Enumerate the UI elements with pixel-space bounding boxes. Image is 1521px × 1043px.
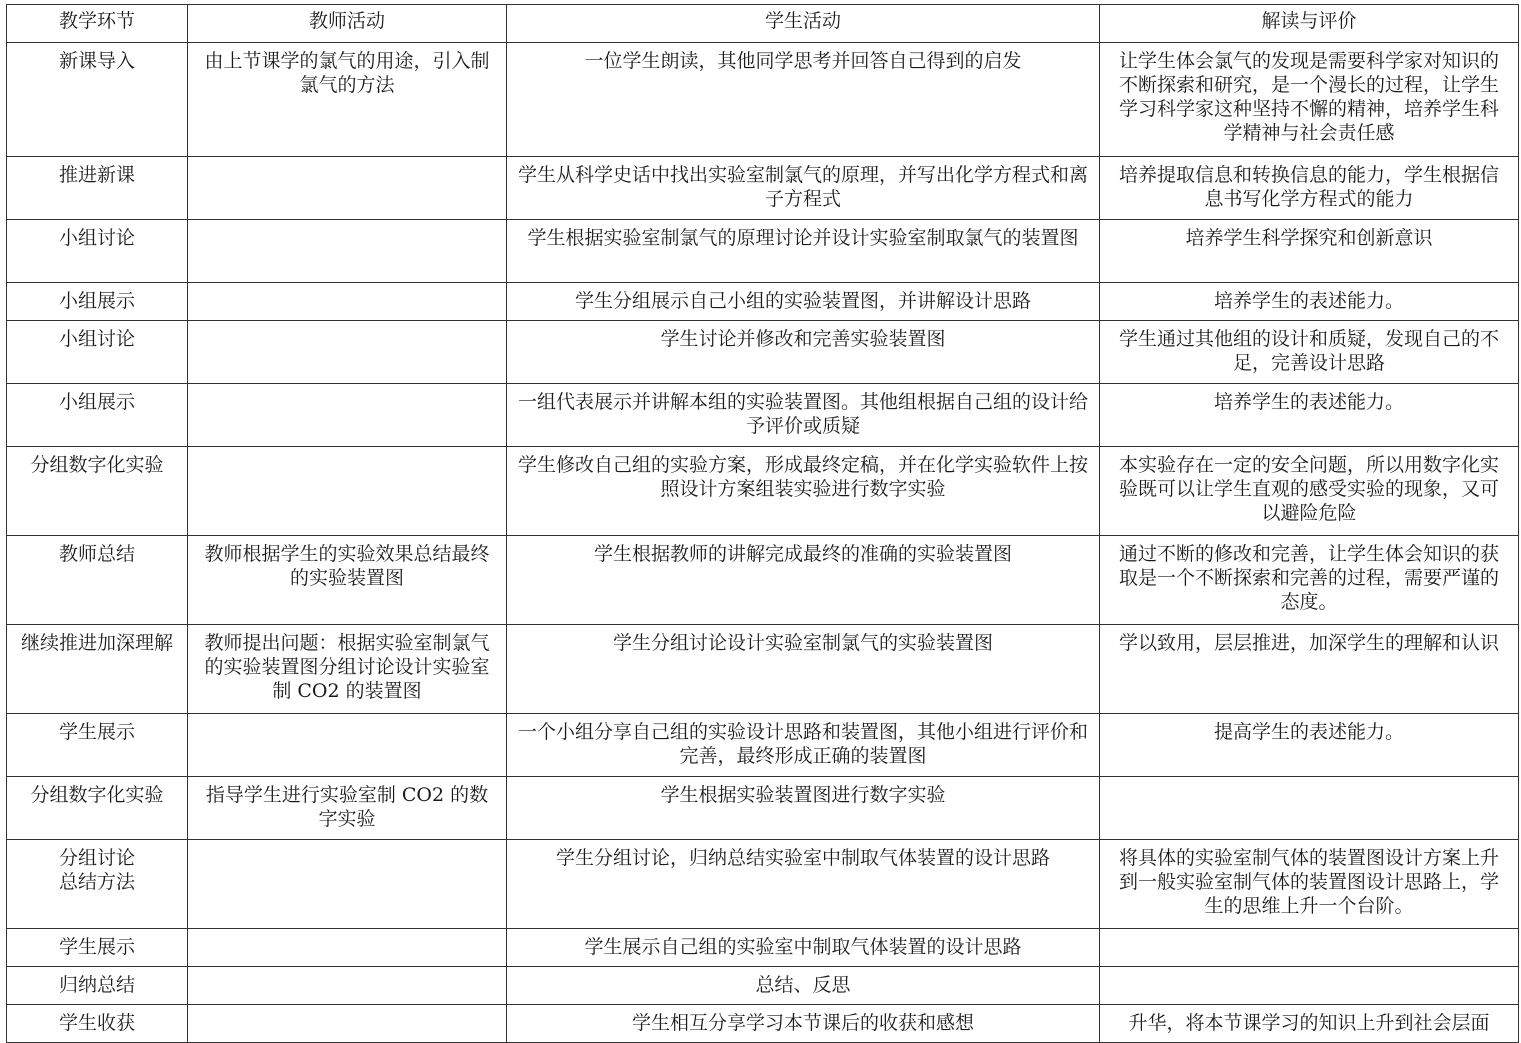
cell-student-activity: 学生根据实验装置图进行数字实验 [507, 777, 1100, 840]
table-row [7, 220, 1519, 283]
cell-interpretation: 将具体的实验室制气体的装置图设计方案上升到一般实验室制气体的装置图设计思路上，学生的思维上升一个台阶。 [1100, 840, 1519, 929]
cell-teacher-activity [188, 321, 507, 384]
cell-interpretation: 培养学生科学探究和创新意识 [1100, 220, 1519, 283]
table-row [7, 283, 1519, 321]
cell-student-activity: 学生从科学史话中找出实验室制氯气的原理，并写出化学方程式和离子方程式 [507, 157, 1100, 220]
header-interpretation: 解读与评价 [1100, 5, 1519, 43]
cell-student-activity: 学生根据实验室制氯气的原理讨论并设计实验室制取氯气的装置图 [507, 220, 1100, 283]
table-row [7, 536, 1519, 625]
cell-teaching-stage: 小组讨论 [7, 220, 188, 283]
cell-teaching-stage: 分组数字化实验 [7, 447, 188, 536]
cell-teacher-activity [188, 967, 507, 1005]
table-row [7, 840, 1519, 929]
cell-teacher-activity [188, 447, 507, 536]
cell-teacher-activity [188, 929, 507, 967]
cell-teacher-activity [188, 1005, 507, 1043]
cell-teaching-stage: 新课导入 [7, 43, 188, 157]
cell-interpretation: 本实验存在一定的安全问题，所以用数字化实验既可以让学生直观的感受实验的现象，又可以避险危险 [1100, 447, 1519, 536]
header-teaching-stage: 教学环节 [7, 5, 188, 43]
cell-interpretation: 学生通过其他组的设计和质疑，发现自己的不足，完善设计思路 [1100, 321, 1519, 384]
cell-teacher-activity [188, 714, 507, 777]
table-row [7, 625, 1519, 714]
cell-interpretation: 培养学生的表述能力。 [1100, 283, 1519, 321]
cell-interpretation: 升华，将本节课学习的知识上升到社会层面 [1100, 1005, 1519, 1043]
cell-teaching-stage: 分组讨论 总结方法 [7, 840, 188, 929]
cell-student-activity: 学生分组讨论设计实验室制氯气的实验装置图 [507, 625, 1100, 714]
cell-interpretation: 学以致用，层层推进，加深学生的理解和认识 [1100, 625, 1519, 714]
cell-student-activity: 学生分组讨论，归纳总结实验室中制取气体装置的设计思路 [507, 840, 1100, 929]
cell-student-activity: 一个小组分享自己组的实验设计思路和装置图，其他小组进行评价和完善，最终形成正确的装置图 [507, 714, 1100, 777]
lesson-plan-table [6, 4, 1519, 1043]
cell-teaching-stage: 学生展示 [7, 929, 188, 967]
cell-teacher-activity [188, 384, 507, 447]
table-row [7, 384, 1519, 447]
table-row [7, 321, 1519, 384]
header-student-activity: 学生活动 [507, 5, 1100, 43]
cell-interpretation [1100, 929, 1519, 967]
cell-interpretation: 通过不断的修改和完善，让学生体会知识的获取是一个不断探索和完善的过程，需要严谨的态度。 [1100, 536, 1519, 625]
cell-teaching-stage: 分组数字化实验 [7, 777, 188, 840]
table-row [7, 929, 1519, 967]
cell-student-activity: 总结、反思 [507, 967, 1100, 1005]
cell-student-activity: 学生根据教师的讲解完成最终的准确的实验装置图 [507, 536, 1100, 625]
cell-student-activity: 学生相互分享学习本节课后的收获和感想 [507, 1005, 1100, 1043]
table-body [7, 43, 1519, 1043]
cell-interpretation: 培养学生的表述能力。 [1100, 384, 1519, 447]
cell-teaching-stage: 学生收获 [7, 1005, 188, 1043]
cell-student-activity: 一位学生朗读，其他同学思考并回答自己得到的启发 [507, 43, 1100, 157]
cell-interpretation [1100, 967, 1519, 1005]
cell-teaching-stage: 教师总结 [7, 536, 188, 625]
cell-teacher-activity [188, 220, 507, 283]
cell-teacher-activity [188, 283, 507, 321]
cell-teaching-stage: 小组讨论 [7, 321, 188, 384]
table-row [7, 43, 1519, 157]
cell-interpretation: 让学生体会氯气的发现是需要科学家对知识的不断探索和研究，是一个漫长的过程，让学生学习科学家这种坚持不懈的精神，培养学生科学精神与社会责任感 [1100, 43, 1519, 157]
cell-teaching-stage: 归纳总结 [7, 967, 188, 1005]
cell-teacher-activity: 教师根据学生的实验效果总结最终的实验装置图 [188, 536, 507, 625]
cell-teacher-activity: 由上节课学的氯气的用途，引入制氯气的方法 [188, 43, 507, 157]
cell-teaching-stage: 小组展示 [7, 384, 188, 447]
cell-interpretation: 提高学生的表述能力。 [1100, 714, 1519, 777]
cell-interpretation [1100, 777, 1519, 840]
table-row [7, 157, 1519, 220]
cell-student-activity: 学生展示自己组的实验室中制取气体装置的设计思路 [507, 929, 1100, 967]
cell-teaching-stage: 学生展示 [7, 714, 188, 777]
cell-teacher-activity: 教师提出问题：根据实验室制氯气的实验装置图分组讨论设计实验室制 CO2 的装置图 [188, 625, 507, 714]
cell-teaching-stage: 推进新课 [7, 157, 188, 220]
table-row [7, 777, 1519, 840]
table-row [7, 967, 1519, 1005]
cell-student-activity: 一组代表展示并讲解本组的实验装置图。其他组根据自己组的设计给予评价或质疑 [507, 384, 1100, 447]
table-row [7, 447, 1519, 536]
cell-student-activity: 学生分组展示自己小组的实验装置图，并讲解设计思路 [507, 283, 1100, 321]
cell-teaching-stage: 继续推进加深理解 [7, 625, 188, 714]
cell-teacher-activity: 指导学生进行实验室制 CO2 的数字实验 [188, 777, 507, 840]
cell-teacher-activity [188, 157, 507, 220]
cell-student-activity: 学生修改自己组的实验方案，形成最终定稿，并在化学实验软件上按照设计方案组装实验进行数字实验 [507, 447, 1100, 536]
table-header-row [7, 5, 1519, 43]
cell-teaching-stage: 小组展示 [7, 283, 188, 321]
table-row [7, 1005, 1519, 1043]
cell-interpretation: 培养提取信息和转换信息的能力，学生根据信息书写化学方程式的能力 [1100, 157, 1519, 220]
cell-teacher-activity [188, 840, 507, 929]
cell-student-activity: 学生讨论并修改和完善实验装置图 [507, 321, 1100, 384]
table-row [7, 714, 1519, 777]
header-teacher-activity: 教师活动 [188, 5, 507, 43]
